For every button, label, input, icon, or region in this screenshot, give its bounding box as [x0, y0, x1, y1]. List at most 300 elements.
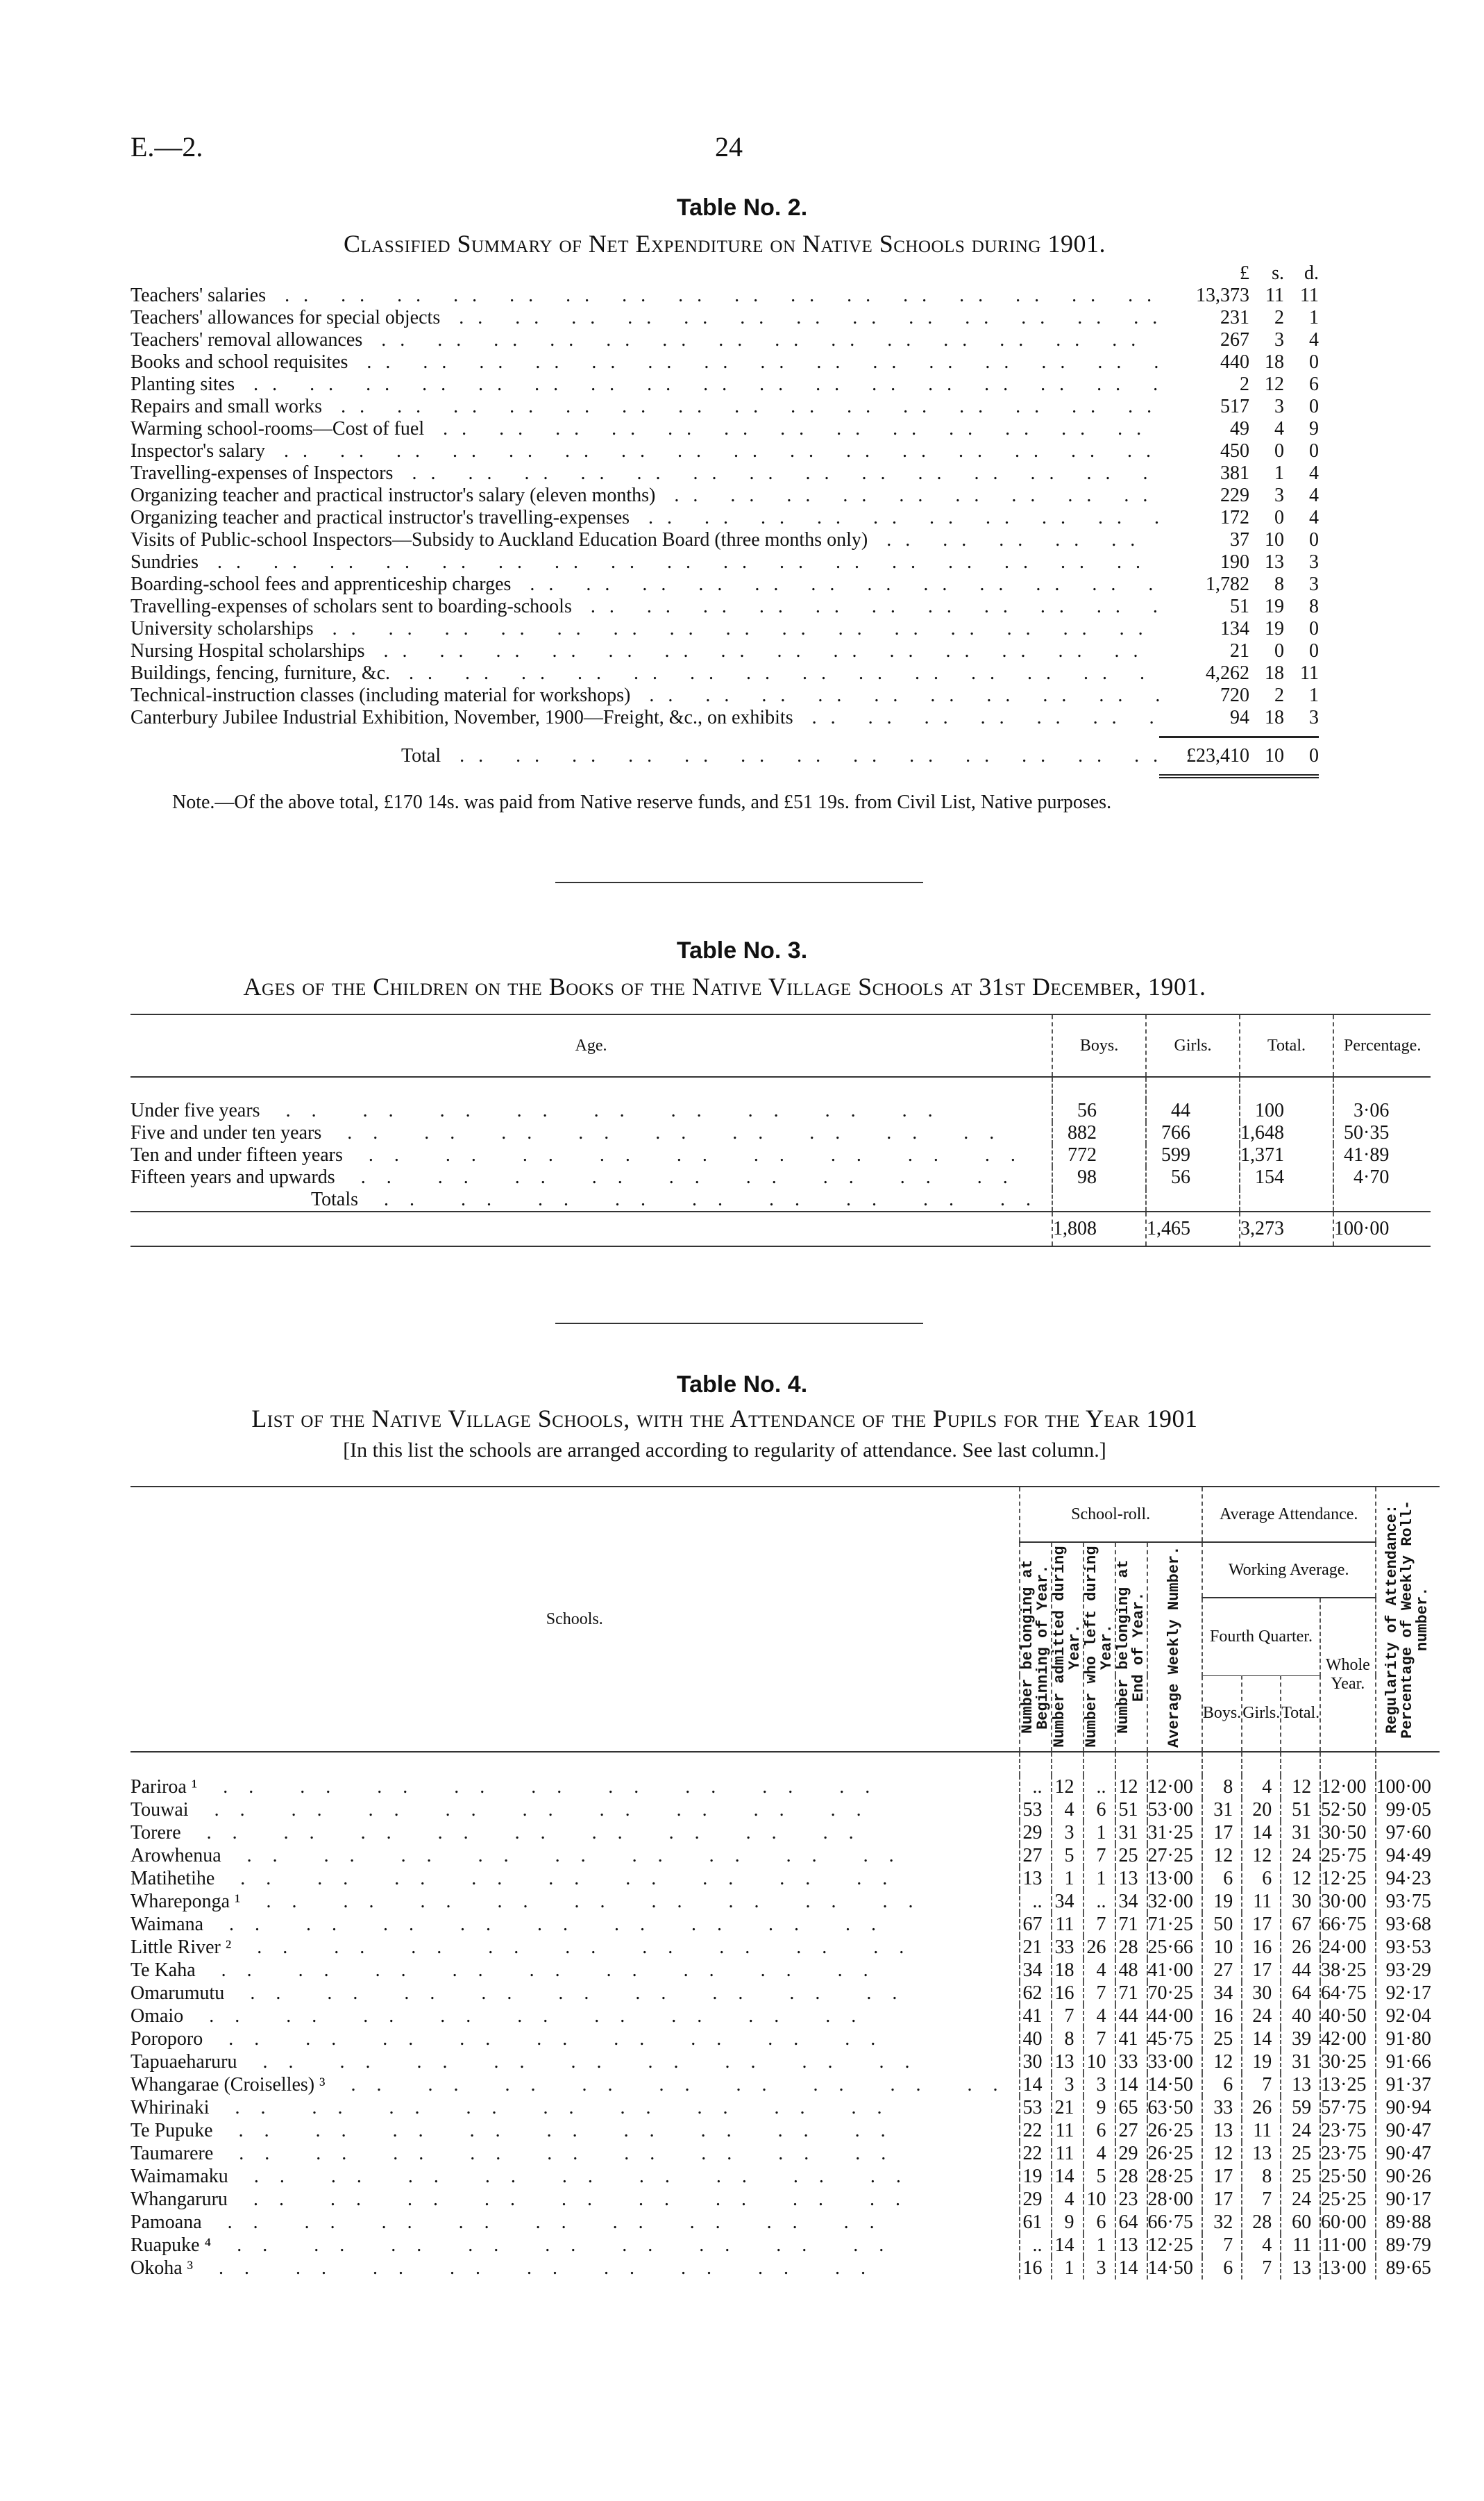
school-cell: 14: [1052, 2234, 1084, 2257]
school-name: Waimana .. ..: [130, 1913, 1020, 1936]
q-girls-head: Girls.: [1242, 1675, 1281, 1752]
school-cell: 11: [1052, 2119, 1084, 2142]
roll-col-head: [1020, 1542, 1052, 1752]
school-cell: 62: [1020, 1982, 1052, 2005]
expenditure-table: [130, 262, 1319, 778]
age-total-cell: 1,465: [1146, 1212, 1240, 1246]
school-cell: 4: [1242, 2234, 1281, 2257]
pence-head: d.: [1304, 262, 1319, 284]
school-cell: 4: [1084, 2142, 1115, 2165]
school-name: Whangarae (Croiselles) ³ .. ..: [130, 2073, 1020, 2096]
age-cell: 41·89: [1333, 1144, 1431, 1166]
school-cell: 97·60: [1376, 1821, 1440, 1844]
regularity-head-text: Regularity of Attendance: Percentage of Weekly Roll-number.: [1383, 1500, 1432, 1739]
school-row: [130, 1936, 1440, 1959]
expenditure-row: [130, 507, 1319, 529]
school-cell: 10: [1084, 2050, 1115, 2073]
totals-label: Totals .. ..: [130, 1189, 1052, 1212]
expenditure-pence: 0: [1309, 640, 1319, 662]
school-cell: ..: [1084, 1890, 1115, 1913]
school-name: Omaio .. ..: [130, 2005, 1020, 2027]
school-cell: 22: [1020, 2119, 1052, 2142]
school-cell: 25: [1281, 2142, 1320, 2165]
school-row: [130, 2188, 1440, 2211]
school-cell: 26: [1242, 2096, 1281, 2119]
school-cell: 44: [1281, 1959, 1320, 1982]
expenditure-pounds: 172: [1220, 507, 1249, 528]
school-cell: 42·00: [1320, 2027, 1375, 2050]
age-cell: 772: [1052, 1144, 1146, 1166]
expenditure-label: Visits of Public-school Inspectors—Subsidy to Auckland Education Board (three months only) .. ..: [130, 529, 1159, 551]
school-cell: 30·25: [1320, 2050, 1375, 2073]
roll-end-head: Number belonging at End of Year.: [1114, 1559, 1147, 1734]
school-row: [130, 2050, 1440, 2073]
school-cell: 33: [1202, 2096, 1242, 2119]
expenditure-pence: 9: [1309, 418, 1319, 440]
school-row: [130, 1982, 1440, 2005]
school-cell: 12·00: [1320, 1775, 1375, 1798]
age-cell: 44: [1146, 1100, 1240, 1122]
school-cell: 4: [1242, 1775, 1281, 1798]
school-cell: 24·00: [1320, 1936, 1375, 1959]
age-cell: 50·35: [1333, 1122, 1431, 1144]
school-cell: 66·75: [1147, 2211, 1202, 2234]
expenditure-shillings: 10: [1265, 529, 1284, 551]
school-cell: 53·00: [1147, 1798, 1202, 1821]
school-cell: 94·49: [1376, 1844, 1440, 1867]
age-cell: 56: [1052, 1100, 1146, 1122]
expenditure-row: [130, 418, 1319, 440]
school-name: Waimamaku .. ..: [130, 2165, 1020, 2188]
ages-table: [130, 1014, 1431, 1247]
school-cell: 24: [1281, 1844, 1320, 1867]
school-cell: ..: [1020, 1775, 1052, 1798]
school-row: [130, 1890, 1440, 1913]
school-cell: 32: [1202, 2211, 1242, 2234]
school-cell: 23: [1115, 2188, 1147, 2211]
school-cell: 1: [1052, 1867, 1084, 1890]
school-cell: 4: [1084, 1959, 1115, 1982]
expenditure-pounds: 440: [1220, 351, 1249, 373]
school-cell: 30·50: [1320, 1821, 1375, 1844]
spacer: [130, 1212, 1052, 1246]
school-cell: 25·50: [1320, 2165, 1375, 2188]
expenditure-shillings: 3: [1274, 329, 1284, 351]
school-cell: 30·00: [1320, 1890, 1375, 1913]
report-reference: E.—2.: [130, 131, 203, 162]
school-cell: 33: [1115, 2050, 1147, 2073]
school-cell: 14: [1115, 2073, 1147, 2096]
table3-subtitle: Ages of the Children on the Books of the Native Village Schools at 31st December, 1901.: [243, 973, 1206, 1001]
expenditure-label: Teachers' salaries .. ..: [130, 285, 1159, 307]
school-cell: 66·75: [1320, 1913, 1375, 1936]
age-row: [130, 1144, 1431, 1166]
school-cell: 11: [1281, 2234, 1320, 2257]
school-cell: 39: [1281, 2027, 1320, 2050]
school-cell: 6: [1242, 1867, 1281, 1890]
age-totals-row: [130, 1212, 1431, 1246]
fourth-quarter-head: Fourth Quarter.: [1202, 1598, 1320, 1675]
school-cell: 7: [1242, 2073, 1281, 2096]
school-cell: 10: [1202, 1936, 1242, 1959]
school-cell: ..: [1084, 1775, 1115, 1798]
expenditure-pounds: 13,373: [1196, 285, 1249, 306]
school-cell: 27·25: [1147, 1844, 1202, 1867]
age-row: [130, 1166, 1431, 1189]
school-row: [130, 2119, 1440, 2142]
school-cell: 14: [1242, 1821, 1281, 1844]
school-cell: 22: [1020, 2142, 1052, 2165]
expenditure-pounds: 1,782: [1206, 574, 1249, 595]
school-cell: 4: [1052, 2188, 1084, 2211]
school-cell: 6: [1202, 1867, 1242, 1890]
school-cell: 12: [1202, 1844, 1242, 1867]
school-cell: 28: [1115, 2165, 1147, 2188]
school-row: [130, 2211, 1440, 2234]
school-cell: 11: [1242, 2119, 1281, 2142]
age-row: [130, 1122, 1431, 1144]
school-cell: 13: [1281, 2257, 1320, 2280]
school-cell: 9: [1052, 2211, 1084, 2234]
expenditure-label: Planting sites .. ..: [130, 374, 1159, 396]
school-cell: 25·66: [1147, 1936, 1202, 1959]
age-label: Ten and under fifteen years .. ..: [130, 1144, 1052, 1166]
school-cell: 10: [1084, 2188, 1115, 2211]
school-cell: 3: [1052, 1821, 1084, 1844]
school-cell: 13: [1202, 2119, 1242, 2142]
school-cell: 5: [1052, 1844, 1084, 1867]
school-cell: 6: [1202, 2073, 1242, 2096]
school-cell: 13: [1281, 2073, 1320, 2096]
age-row: [130, 1100, 1431, 1122]
expenditure-label: Technical-instruction classes (including material for workshops) .. ..: [130, 685, 1159, 707]
average-attendance-head: Average Attendance.: [1202, 1487, 1376, 1542]
expenditure-pounds: 4,262: [1206, 662, 1249, 684]
school-cell: 67: [1020, 1913, 1052, 1936]
school-row: [130, 2165, 1440, 2188]
school-cell: 51: [1281, 1798, 1320, 1821]
school-cell: 12: [1202, 2050, 1242, 2073]
expenditure-label: Nursing Hospital scholarships .. ..: [130, 640, 1159, 662]
school-cell: 23·75: [1320, 2142, 1375, 2165]
school-cell: 29: [1020, 2188, 1052, 2211]
age-cell: 1,371: [1240, 1144, 1333, 1166]
expenditure-pence: 11: [1300, 285, 1319, 306]
school-cell: 12: [1281, 1867, 1320, 1890]
school-cell: 90·17: [1376, 2188, 1440, 2211]
expenditure-row: [130, 529, 1319, 551]
expenditure-pence: 6: [1309, 374, 1319, 395]
age-cell: 599: [1146, 1144, 1240, 1166]
school-cell: 34: [1115, 1890, 1147, 1913]
expenditure-row: [130, 685, 1319, 707]
school-cell: 45·75: [1147, 2027, 1202, 2050]
school-name: Te Kaha .. ..: [130, 1959, 1020, 1982]
expenditure-label: University scholarships .. ..: [130, 618, 1159, 640]
expenditure-pounds: 2: [1240, 374, 1249, 395]
school-cell: 7: [1242, 2188, 1281, 2211]
expenditure-label: Boarding-school fees and apprenticeship charges .. ..: [130, 574, 1159, 596]
school-row: [130, 1867, 1440, 1890]
school-cell: 25: [1281, 2165, 1320, 2188]
school-cell: 14·50: [1147, 2257, 1202, 2280]
age-total-cell: 100·00: [1333, 1212, 1431, 1246]
school-cell: 70·25: [1147, 1982, 1202, 2005]
working-average-head: Working Average.: [1202, 1542, 1376, 1598]
age-cell: 3·06: [1333, 1100, 1431, 1122]
school-cell: 16: [1020, 2257, 1052, 2280]
school-cell: 65: [1115, 2096, 1147, 2119]
expenditure-pence: 1: [1309, 685, 1319, 706]
school-cell: 12: [1115, 1775, 1147, 1798]
school-cell: 5: [1084, 2165, 1115, 2188]
school-cell: 12·25: [1147, 2234, 1202, 2257]
total-pounds: £23,410: [1186, 745, 1249, 767]
school-cell: 25·25: [1320, 2188, 1375, 2211]
school-name: Taumarere .. ..: [130, 2142, 1020, 2165]
roll-begin-head: Number belonging at Beginning of Year.: [1018, 1559, 1052, 1734]
school-cell: 30: [1242, 1982, 1281, 2005]
school-row: [130, 2073, 1440, 2096]
schools-head: Schools.: [546, 1609, 603, 1628]
table4-subtitle: List of the Native Village Schools, with the Attendance of the Pupils for the Year 1901: [251, 1405, 1198, 1432]
expenditure-row: [130, 618, 1319, 640]
expenditure-row: [130, 329, 1319, 351]
expenditure-label: Books and school requisites .. ..: [130, 351, 1159, 374]
school-cell: 91·37: [1376, 2073, 1440, 2096]
expenditure-pence: 3: [1309, 707, 1319, 728]
expenditure-pounds: 450: [1220, 440, 1249, 462]
school-name: Torere .. ..: [130, 1821, 1020, 1844]
school-cell: 90·26: [1376, 2165, 1440, 2188]
girls-head: Girls.: [1146, 1014, 1240, 1077]
school-cell: 30: [1020, 2050, 1052, 2073]
school-cell: 7: [1084, 1844, 1115, 1867]
school-cell: 94·23: [1376, 1867, 1440, 1890]
school-cell: 31: [1281, 1821, 1320, 1844]
expenditure-pounds: 720: [1220, 685, 1249, 706]
school-cell: 14·50: [1147, 2073, 1202, 2096]
school-cell: 8: [1202, 1775, 1242, 1798]
school-cell: 4: [1052, 1798, 1084, 1821]
school-cell: 67: [1281, 1913, 1320, 1936]
expenditure-row: [130, 640, 1319, 662]
age-cell: 766: [1146, 1122, 1240, 1144]
expenditure-pounds: 190: [1220, 551, 1249, 573]
school-row: [130, 2257, 1440, 2280]
expenditure-shillings: 4: [1274, 418, 1284, 440]
school-cell: 44: [1115, 2005, 1147, 2027]
school-cell: 52·50: [1320, 1798, 1375, 1821]
separator: [555, 1323, 923, 1324]
school-cell: 25·75: [1320, 1844, 1375, 1867]
expenditure-pence: 0: [1309, 440, 1319, 462]
school-cell: 41·00: [1147, 1959, 1202, 1982]
total-pence: 0: [1309, 745, 1319, 767]
school-cell: 17: [1202, 2165, 1242, 2188]
school-cell: 9: [1084, 2096, 1115, 2119]
spacer: [1052, 1189, 1146, 1212]
school-cell: 50: [1202, 1913, 1242, 1936]
school-cell: 6: [1084, 2211, 1115, 2234]
expenditure-label: Repairs and small works .. ..: [130, 396, 1159, 418]
school-cell: 61: [1020, 2211, 1052, 2234]
school-name: Arowhenua .. ..: [130, 1844, 1020, 1867]
expenditure-shillings: 12: [1265, 374, 1284, 395]
expenditure-label: Warming school-rooms—Cost of fuel .. ..: [130, 418, 1159, 440]
roll-admitted-head: Number admitted during Year.: [1050, 1546, 1084, 1748]
school-cell: 13: [1020, 1867, 1052, 1890]
spacer: [1240, 1189, 1333, 1212]
school-cell: 13·00: [1147, 1867, 1202, 1890]
school-cell: 91·66: [1376, 2050, 1440, 2073]
avg-weekly-head: Average Weekly Number.: [1165, 1546, 1183, 1748]
age-label: Under five years .. ..: [130, 1100, 1052, 1122]
school-cell: 48: [1115, 1959, 1147, 1982]
school-cell: 6: [1084, 1798, 1115, 1821]
school-cell: 29: [1115, 2142, 1147, 2165]
school-cell: 7: [1084, 2027, 1115, 2050]
school-cell: 26·25: [1147, 2142, 1202, 2165]
school-cell: 20: [1242, 1798, 1281, 1821]
school-cell: 41: [1115, 2027, 1147, 2050]
age-cell: 154: [1240, 1166, 1333, 1189]
school-cell: 13: [1052, 2050, 1084, 2073]
expenditure-pence: 3: [1309, 574, 1319, 595]
expenditure-pence: 3: [1309, 551, 1319, 573]
school-cell: 33·00: [1147, 2050, 1202, 2073]
school-row: [130, 2027, 1440, 2050]
school-cell: 12·25: [1320, 1867, 1375, 1890]
school-cell: 34: [1020, 1959, 1052, 1982]
school-cell: 26: [1281, 1936, 1320, 1959]
expenditure-pence: 1: [1309, 307, 1319, 328]
expenditure-shillings: 1: [1274, 462, 1284, 484]
school-cell: 71·25: [1147, 1913, 1202, 1936]
expenditure-pounds: 51: [1230, 596, 1249, 617]
age-total-cell: 3,273: [1240, 1212, 1333, 1246]
school-cell: 4: [1084, 2005, 1115, 2027]
school-cell: 14: [1242, 2027, 1281, 2050]
school-cell: 38·25: [1320, 1959, 1375, 1982]
expenditure-shillings: 18: [1265, 662, 1284, 684]
school-cell: 14: [1115, 2257, 1147, 2280]
school-cell: 6: [1084, 2119, 1115, 2142]
school-cell: 12: [1281, 1775, 1320, 1798]
expenditure-label: Buildings, fencing, furniture, &c. .. ..: [130, 662, 1159, 685]
school-name: Whirinaki .. ..: [130, 2096, 1020, 2119]
age-cell: 1,648: [1240, 1122, 1333, 1144]
expenditure-shillings: 19: [1265, 596, 1284, 617]
school-cell: 27: [1202, 1959, 1242, 1982]
school-cell: 7: [1052, 2005, 1084, 2027]
school-cell: 40: [1281, 2005, 1320, 2027]
school-cell: 90·94: [1376, 2096, 1440, 2119]
shillings-head: s.: [1272, 262, 1284, 284]
expenditure-total-row: [130, 745, 1319, 767]
expenditure-shillings: 0: [1274, 640, 1284, 662]
school-cell: 59: [1281, 2096, 1320, 2119]
school-cell: 24: [1281, 2188, 1320, 2211]
school-name: Pamoana .. ..: [130, 2211, 1020, 2234]
age-cell: 882: [1052, 1122, 1146, 1144]
expenditure-shillings: 19: [1265, 618, 1284, 639]
school-cell: 27: [1115, 2119, 1147, 2142]
school-cell: 64: [1281, 1982, 1320, 2005]
school-name: Touwai .. ..: [130, 1798, 1020, 1821]
school-row: [130, 2005, 1440, 2027]
school-cell: 93·53: [1376, 1936, 1440, 1959]
school-name: Whangaruru .. ..: [130, 2188, 1020, 2211]
school-cell: 14: [1052, 2165, 1084, 2188]
table4-title: Table No. 4.: [676, 1371, 808, 1398]
expenditure-label: Organizing teacher and practical instructor's salary (eleven months) .. ..: [130, 485, 1159, 507]
age-totals-label-row: [130, 1189, 1431, 1212]
school-cell: 12: [1242, 1844, 1281, 1867]
attendance-table: [130, 1486, 1440, 2280]
school-cell: 31: [1115, 1821, 1147, 1844]
school-row: [130, 2096, 1440, 2119]
expenditure-label: Teachers' removal allowances .. ..: [130, 329, 1159, 351]
spacer: [1333, 1189, 1431, 1212]
school-name: Pariroa ¹ .. ..: [130, 1775, 1020, 1798]
school-cell: 1: [1084, 1867, 1115, 1890]
school-cell: 40·50: [1320, 2005, 1375, 2027]
school-row: [130, 2234, 1440, 2257]
pounds-head: £: [1240, 262, 1249, 284]
roll-left-head: Number who left during Year.: [1082, 1546, 1115, 1748]
school-cell: ..: [1020, 1890, 1052, 1913]
school-cell: 100·00: [1376, 1775, 1440, 1798]
school-cell: 89·65: [1376, 2257, 1440, 2280]
school-cell: 60·00: [1320, 2211, 1375, 2234]
school-cell: 16: [1202, 2005, 1242, 2027]
school-cell: 3: [1084, 2257, 1115, 2280]
school-cell: 63·50: [1147, 2096, 1202, 2119]
expenditure-row: [130, 440, 1319, 462]
school-name: Te Pupuke .. ..: [130, 2119, 1020, 2142]
school-name: Poroporo .. ..: [130, 2027, 1020, 2050]
school-cell: 24: [1281, 2119, 1320, 2142]
expenditure-rows: [130, 285, 1319, 729]
school-row: [130, 1775, 1440, 1798]
school-roll-head: School-roll.: [1020, 1487, 1202, 1542]
school-cell: 53: [1020, 2096, 1052, 2119]
school-cell: 28·00: [1147, 2188, 1202, 2211]
expenditure-row: [130, 374, 1319, 396]
age-cell: 98: [1052, 1166, 1146, 1189]
percentage-head: Percentage.: [1333, 1014, 1431, 1077]
school-cell: 90·47: [1376, 2119, 1440, 2142]
school-cell: 91·80: [1376, 2027, 1440, 2050]
school-name: Whareponga ¹ .. ..: [130, 1890, 1020, 1913]
age-cell: 4·70: [1333, 1166, 1431, 1189]
school-cell: 29: [1020, 1821, 1052, 1844]
expenditure-pounds: 229: [1220, 485, 1249, 506]
school-cell: 16: [1052, 1982, 1084, 2005]
school-row: [130, 1821, 1440, 1844]
expenditure-pence: 4: [1309, 507, 1319, 528]
expenditure-shillings: 18: [1265, 351, 1284, 373]
school-name: Ruapuke ⁴ .. ..: [130, 2234, 1020, 2257]
school-cell: 25: [1115, 1844, 1147, 1867]
expenditure-pounds: 231: [1220, 307, 1249, 328]
school-cell: 57·75: [1320, 2096, 1375, 2119]
school-row: [130, 1913, 1440, 1936]
school-row: [130, 2142, 1440, 2165]
boys-head: Boys.: [1052, 1014, 1146, 1077]
school-cell: 31·25: [1147, 1821, 1202, 1844]
